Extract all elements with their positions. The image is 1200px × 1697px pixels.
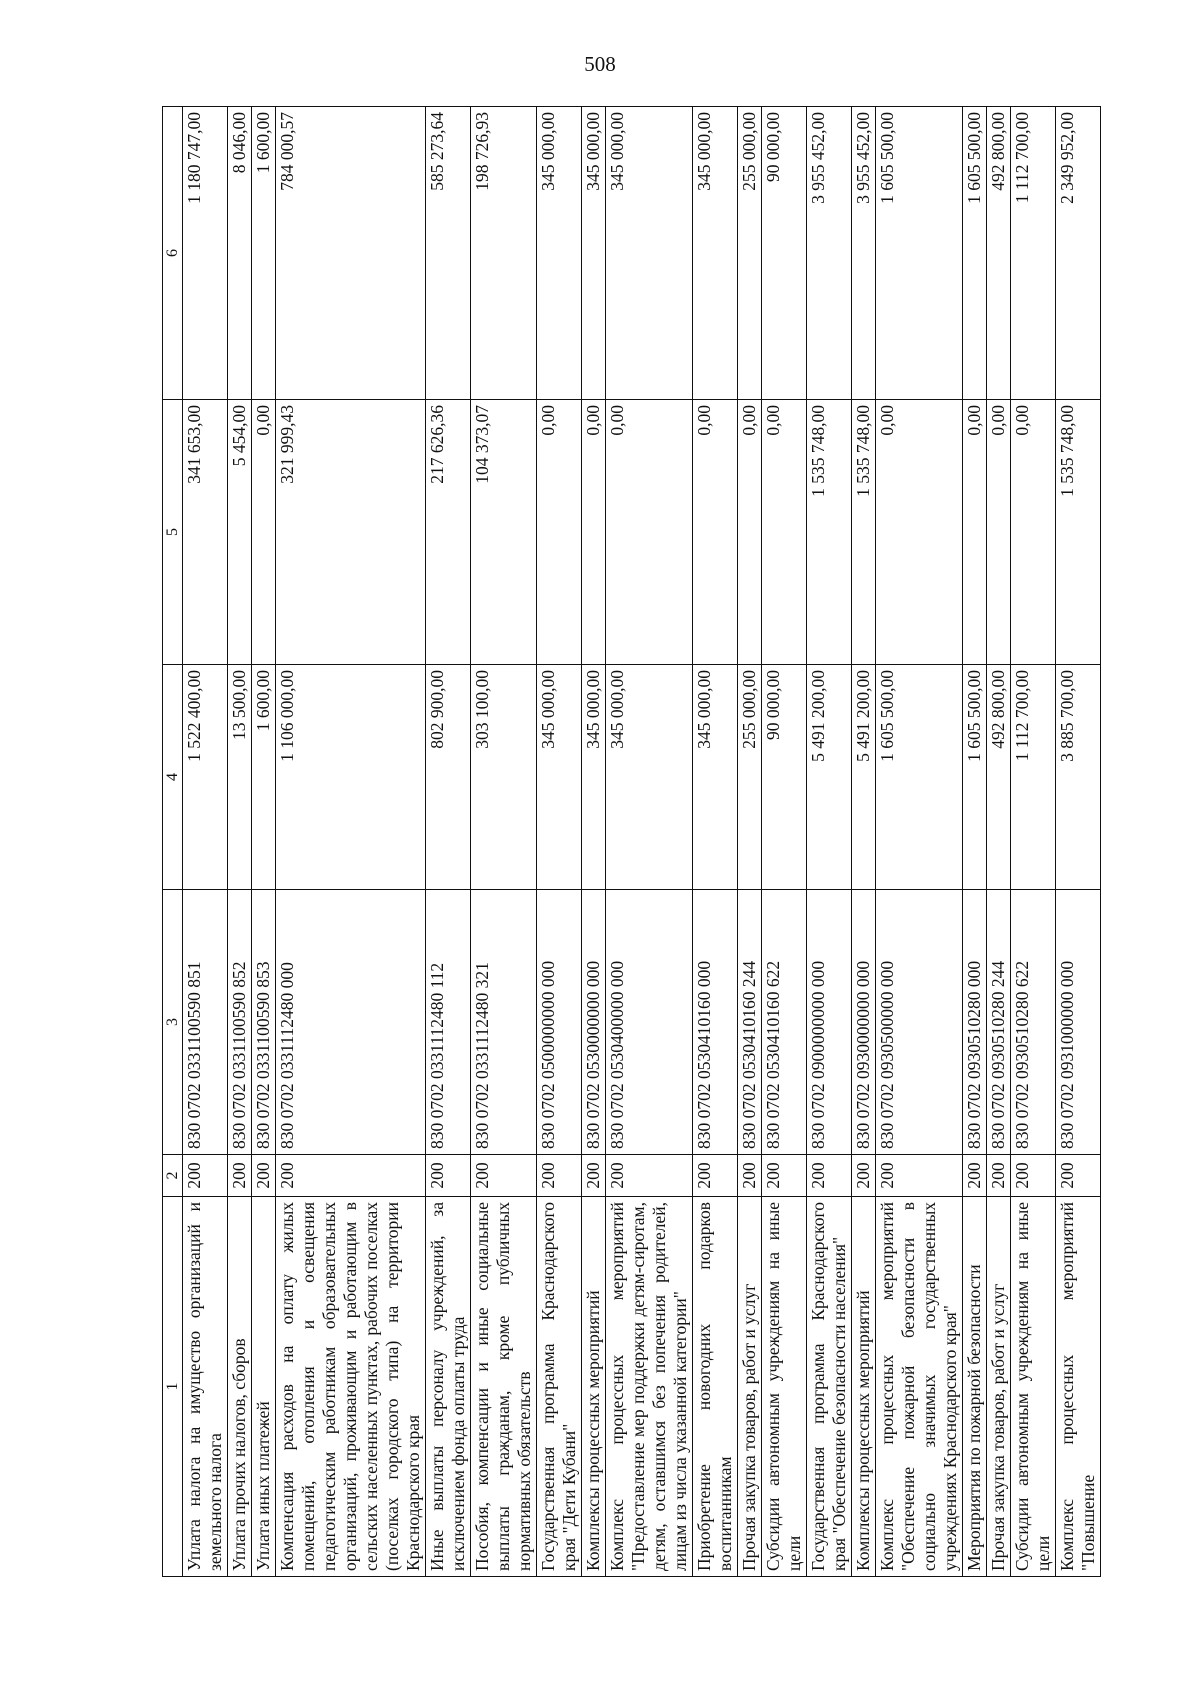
row-col6: 90 000,00 (762, 107, 807, 400)
row-col4: 1 112 700,00 (1011, 665, 1056, 890)
row-col2: 200 (987, 1155, 1011, 1197)
table-row (738, 107, 762, 1577)
row-code: 830 0702 0331112480 000 (276, 890, 426, 1155)
row-col4: 303 100,00 (471, 665, 537, 890)
row-col2: 200 (183, 1155, 228, 1197)
row-name: Комплекс процессных мероприятий "Предоставление мер поддержки детям-сиротам, детям, оставшимся без попечения родителей, лицам из числа указанной категории" (606, 1197, 693, 1577)
row-col2: 200 (426, 1155, 471, 1197)
row-col2: 200 (807, 1155, 852, 1197)
row-name: Приобретение новогодних подарков воспитанникам (693, 1197, 738, 1577)
table-row (252, 107, 276, 1577)
row-name: Комплекс процессных мероприятий "Повышение (1056, 1197, 1101, 1577)
row-name: Государственная программа Краснодарского края "Дети Кубани" (537, 1197, 582, 1577)
row-col6: 3 955 452,00 (852, 107, 876, 400)
row-col2: 200 (582, 1155, 606, 1197)
row-col4: 90 000,00 (762, 665, 807, 890)
row-col4: 13 500,00 (228, 665, 252, 890)
row-col4: 345 000,00 (606, 665, 693, 890)
row-col5: 0,00 (693, 400, 738, 665)
row-code: 830 0702 0900000000 000 (807, 890, 852, 1155)
row-col2: 200 (852, 1155, 876, 1197)
table-row (987, 107, 1011, 1577)
row-col4: 5 491 200,00 (852, 665, 876, 890)
row-code: 830 0702 0530410160 622 (762, 890, 807, 1155)
table-row (228, 107, 252, 1577)
table-row (276, 107, 426, 1577)
row-col5: 217 626,36 (426, 400, 471, 665)
row-col4: 492 800,00 (987, 665, 1011, 890)
row-col6: 1 180 747,00 (183, 107, 228, 400)
row-code: 830 0702 0930510280 622 (1011, 890, 1056, 1155)
row-col2: 200 (762, 1155, 807, 1197)
row-col4: 345 000,00 (693, 665, 738, 890)
row-col6: 1 112 700,00 (1011, 107, 1056, 400)
row-col5: 341 653,00 (183, 400, 228, 665)
row-col2: 200 (693, 1155, 738, 1197)
header-row (163, 107, 183, 1577)
row-col2: 200 (537, 1155, 582, 1197)
table-row (852, 107, 876, 1577)
row-col2: 200 (471, 1155, 537, 1197)
row-name: Компенсация расходов на оплату жилых помещений, отопления и освещения педагогическим работникам образовательных организаций, проживающим и работающим в сельских населенных пунктах, рабочих поселках (поселках городского типа) на территории Краснодарского края (276, 1197, 426, 1577)
row-col4: 1 600,00 (252, 665, 276, 890)
row-col2: 200 (252, 1155, 276, 1197)
row-name: Прочая закупка товаров, работ и услуг (738, 1197, 762, 1577)
row-col6: 492 800,00 (987, 107, 1011, 400)
row-name: Уплата иных платежей (252, 1197, 276, 1577)
row-code: 830 0702 0331112480 321 (471, 890, 537, 1155)
row-col4: 3 885 700,00 (1056, 665, 1101, 890)
row-col5: 0,00 (987, 400, 1011, 665)
row-col4: 345 000,00 (582, 665, 606, 890)
row-col5: 0,00 (537, 400, 582, 665)
row-col5: 1 535 748,00 (1056, 400, 1101, 665)
row-col6: 3 955 452,00 (807, 107, 852, 400)
row-code: 830 0702 0930510280 244 (987, 890, 1011, 1155)
row-code: 830 0702 0331112480 112 (426, 890, 471, 1155)
row-col6: 255 000,00 (738, 107, 762, 400)
row-col6: 345 000,00 (606, 107, 693, 400)
row-code: 830 0702 0530410160 000 (693, 890, 738, 1155)
row-col6: 1 600,00 (252, 107, 276, 400)
row-code: 830 0702 0930510280 000 (963, 890, 987, 1155)
row-col6: 345 000,00 (582, 107, 606, 400)
col-header-2: 2 (163, 1155, 183, 1197)
row-col4: 1 522 400,00 (183, 665, 228, 890)
page-number: 508 (584, 52, 616, 76)
row-col5: 5 454,00 (228, 400, 252, 665)
row-col2: 200 (1056, 1155, 1101, 1197)
table-row (807, 107, 852, 1577)
row-name: Комплексы процессных мероприятий (852, 1197, 876, 1577)
budget-table (162, 106, 1101, 1577)
row-col2: 200 (228, 1155, 252, 1197)
row-code: 830 0702 0931000000 000 (1056, 890, 1101, 1155)
row-col5: 0,00 (252, 400, 276, 665)
table-row (537, 107, 582, 1577)
row-col4: 802 900,00 (426, 665, 471, 890)
row-col5: 1 535 748,00 (852, 400, 876, 665)
row-col4: 1 605 500,00 (963, 665, 987, 890)
row-code: 830 0702 0500000000 000 (537, 890, 582, 1155)
row-col6: 198 726,93 (471, 107, 537, 400)
row-code: 830 0702 0930000000 000 (852, 890, 876, 1155)
row-col2: 200 (1011, 1155, 1056, 1197)
row-name: Прочая закупка товаров, работ и услуг (987, 1197, 1011, 1577)
row-col6: 2 349 952,00 (1056, 107, 1101, 400)
row-code: 830 0702 0530410160 244 (738, 890, 762, 1155)
row-col5: 0,00 (1011, 400, 1056, 665)
row-code: 830 0702 0331100590 851 (183, 890, 228, 1155)
table-row (1056, 107, 1101, 1577)
row-col2: 200 (738, 1155, 762, 1197)
row-code: 830 0702 0530000000 000 (582, 890, 606, 1155)
row-col6: 1 605 500,00 (876, 107, 963, 400)
table-row (876, 107, 963, 1577)
row-col4: 255 000,00 (738, 665, 762, 890)
table-row (426, 107, 471, 1577)
row-col5: 0,00 (738, 400, 762, 665)
row-name: Уплата прочих налогов, сборов (228, 1197, 252, 1577)
row-col6: 1 605 500,00 (963, 107, 987, 400)
row-col5: 1 535 748,00 (807, 400, 852, 665)
row-code: 830 0702 0930500000 000 (876, 890, 963, 1155)
row-name: Комплексы процессных мероприятий (582, 1197, 606, 1577)
row-col6: 784 000,57 (276, 107, 426, 400)
row-col6: 8 046,00 (228, 107, 252, 400)
row-col2: 200 (963, 1155, 987, 1197)
row-col4: 1 106 000,00 (276, 665, 426, 890)
row-col5: 321 999,43 (276, 400, 426, 665)
col-header-3: 3 (163, 890, 183, 1155)
row-col2: 200 (606, 1155, 693, 1197)
row-col6: 345 000,00 (693, 107, 738, 400)
row-col5: 0,00 (876, 400, 963, 665)
table-row (606, 107, 693, 1577)
row-code: 830 0702 0530400000 000 (606, 890, 693, 1155)
table-row (183, 107, 228, 1577)
rotated-table-container (162, 107, 1104, 1577)
row-col2: 200 (876, 1155, 963, 1197)
row-name: Комплекс процессных мероприятий "Обеспечение пожарной безопасности в социально значимых государственных учреждениях Краснодарского края" (876, 1197, 963, 1577)
row-col2: 200 (276, 1155, 426, 1197)
table-body (183, 107, 1101, 1577)
table-row (963, 107, 987, 1577)
row-name: Субсидии автономным учреждениям на иные цели (1011, 1197, 1056, 1577)
row-col5: 104 373,07 (471, 400, 537, 665)
row-name: Мероприятия по пожарной безопасности (963, 1197, 987, 1577)
row-col5: 0,00 (606, 400, 693, 665)
row-col5: 0,00 (582, 400, 606, 665)
col-header-6: 6 (163, 107, 183, 400)
row-col6: 345 000,00 (537, 107, 582, 400)
row-name: Уплата налога на имущество организаций и земельного налога (183, 1197, 228, 1577)
row-col4: 1 605 500,00 (876, 665, 963, 890)
row-code: 830 0702 0331100590 852 (228, 890, 252, 1155)
row-col6: 585 273,64 (426, 107, 471, 400)
table-row (471, 107, 537, 1577)
rotated-table-frame (162, 107, 1104, 1577)
row-name: Субсидии автономным учреждениям на иные цели (762, 1197, 807, 1577)
row-col5: 0,00 (963, 400, 987, 665)
row-col4: 345 000,00 (537, 665, 582, 890)
row-name: Пособия, компенсации и иные социальные выплаты гражданам, кроме публичных нормативных обязательств (471, 1197, 537, 1577)
col-header-4: 4 (163, 665, 183, 890)
row-col5: 0,00 (762, 400, 807, 665)
row-code: 830 0702 0331100590 853 (252, 890, 276, 1155)
col-header-5: 5 (163, 400, 183, 665)
table-row (762, 107, 807, 1577)
row-col4: 5 491 200,00 (807, 665, 852, 890)
row-name: Иные выплаты персоналу учреждений, за исключением фонда оплаты труда (426, 1197, 471, 1577)
col-header-1: 1 (163, 1197, 183, 1577)
table-row (693, 107, 738, 1577)
row-name: Государственная программа Краснодарского края "Обеспечение безопасности населения" (807, 1197, 852, 1577)
table-row (1011, 107, 1056, 1577)
table-row (582, 107, 606, 1577)
